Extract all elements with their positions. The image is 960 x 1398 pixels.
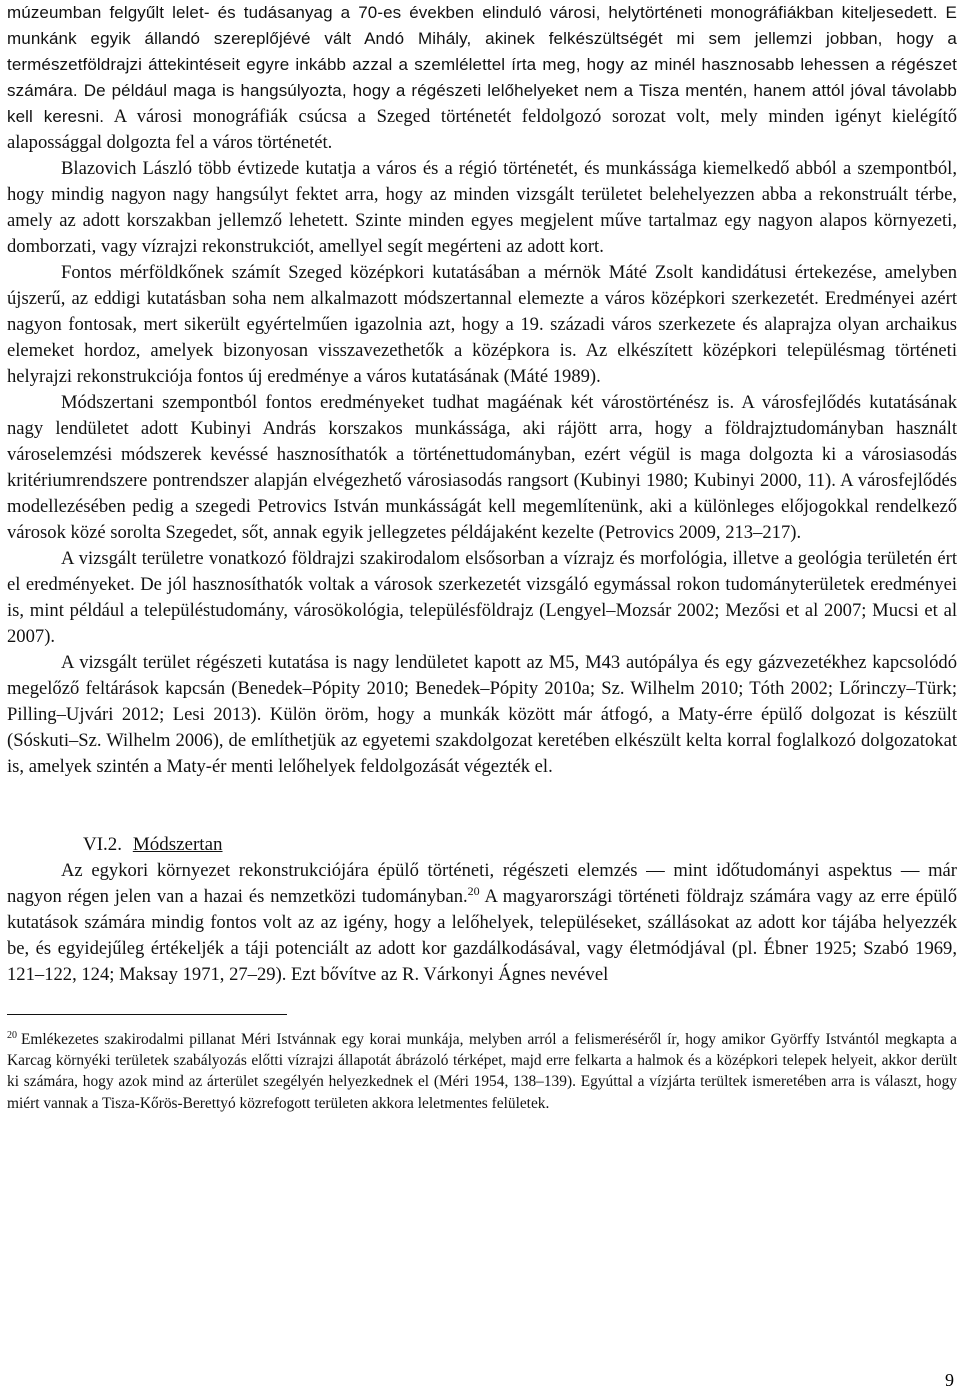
paragraph-1 (7, 0, 957, 156)
footnote (7, 1029, 957, 1114)
paragraph-7 (7, 858, 957, 988)
paragraph-5: A vizsgált területre vonatkozó földrajzi szakirodalom elsősorban a vízrajz és morfológia, illetve a geológia területén ért el eredményeket. De jól hasznosíthatók voltak a városok szerkezetét vizsgáló egymással rokon tudományterületek eredményei is, mint például a településtudomány, városökológia, településföldrajz (Lengyel–Mozsár 2002; Mezősi et al 2007; Mucsi et al 2007). (7, 548, 957, 647)
paragraph-3: Fontos mérföldkőnek számít Szeged középkori kutatásában a mérnök Máté Zsolt kandidátusi értekezése, amelyben újszerű, az eddigi kutatásban soha nem alkalmazott módszertannal elemezte a város középkori szerkezetét. Eredményei azért nagyon fontosak, mert sikerült egyértelműen igazolnia azt, hogy a 19. századi város szerkezete és alaprajza olyan archaikus elemeket hordoz, amelyek bizonyosan visszavezethetők a középkora is. Az elkészített középkori településmag történeti helyrajzi rekonstrukciója fontos új eredménye a város kutatásának (Máté 1989). (7, 262, 957, 387)
paragraph-4: Módszertani szempontból fontos eredményeket tudhat magáénak két várostörténész is. A városfejlődés kutatásának nagy lendületet adott Kubinyi András korszakos munkássága, aki rájött arra, hogy a földrajztudományban használt városelemzési módszerek kevéssé hasznosíthatók a történettudományban, ezért végül is maga dolgozta ki a városiasodás kritériumrendszere pontrendszer alapján elvégezhető városiasodás rangsort (Kubinyi 1980; Kubinyi 2000, 11). A városfejlődés modellezésében pedig a szegedi Petrovics István munkásságát kell megemlítenünk, aki a különleges előjogokkal rendelkező városok közé sorolta Szegedet, sőt, annak egyik jellegzetes példájaként kezelte (Petrovics 2009, 213–217). (7, 392, 957, 543)
paragraph-6: A vizsgált terület régészeti kutatása is nagy lendületet kapott az M5, M43 autópálya és egy gázvezetékhez kapcsolódó megelőző feltárások kapcsán (Benedek–Pópity 2010; Benedek–Pópity 2010a; Sz. Wilhelm 2010; Tóth 2002; Lőrinczy–Türk; Pilling–Ujvári 2012; Lesi 2013). Külön öröm, hogy a munkák között már átfogó, a Maty-érre épülő dolgozat is készült (Sóskuti–Sz. Wilhelm 2006), de említhetjük az egyetemi szakdolgozat keretében elkészült kelta korral foglalkozó dolgozatokat is, amelyek szintén a Maty-ér menti lelőhelyek feldolgozását végezték el. (7, 652, 957, 777)
footnote-divider (7, 1014, 287, 1015)
paragraph-7-text-b: A magyarországi történeti földrajz számára vagy az erre épülő kutatások számára mindig fontos volt az az igény, hogy a lelőhelyek, településeket, szállásokat az adott kor tájába helyezzék be, és egyidejűleg értékeljék a táji potenciált az adott kor gazdálkodásával, vagy életmódjával (pl. Ébner 1925; Szabó 1969, 121–122, 124; Maksay 1971, 27–29). Ezt bővítve az R. Várkonyi Ágnes nevével (7, 886, 958, 985)
footnote-text: Emlékezetes szakirodalmi pillanat Méri Istvánnak egy korai munkája, melyben arról a felismeréséről ír, hogy amikor Györffy Istvántól megkapta a Karcag környéki területek szabályozás előtti vízrajzi állapotát ábrázoló térképet, majd erre felkarta a halmok és a középkori telepek helyeit, akkor derült ki számára, hogy azok mind az árterület szegélyén helyezkednek el (Méri 1954, 138–139). Egyúttal a vízjárta terültek ismeretében arra is választ, hogy miért vannak a Tisza-Kőrös-Berettyó közrefogott területen akkora leletmentes felületek. (7, 1031, 957, 1112)
document-page (7, 0, 957, 1114)
paragraph-7-text-a: Az egykori környezet rekonstrukciójára épülő történeti, régészeti elemzés — mint időtudományi aspektus — már nagyon régen jelen van a hazai és nemzetközi tudományban. (7, 860, 957, 907)
paragraph-1-text-a: múzeumban felgyűlt lelet- és tudásanyag a 70-es években elinduló városi, helytörténeti monográfiákban kiteljesedett. E munkánk egyik állandó szereplőjévé vált Andó Mihály, akinek felkészültségét mi sem jellemzi jobban, hogy a természetföldrajzi áttekintéseit egyre inkább azzal a szemlélettel írta meg, hogy az minél hasznosabb lehessen a régészet számára. (7, 3, 957, 100)
footnote-reference[interactable]: 20 (467, 883, 480, 898)
section-title: Módszertan (132, 834, 223, 855)
footnote-marker: 20 (7, 1029, 17, 1041)
section-number: VI.2. (83, 834, 123, 855)
paragraph-1-text-b: De például maga is hangsúlyozta, hogy a régészeti lelőhelyeket nem a Tisza mentén, hanem attól jóval távolabb kell keresni. (7, 81, 957, 126)
paragraph-1-text-c: A városi monográfiák csúcsa a Szeged történetét feldolgozó sorozat volt, mely minden igényt kielégítő alapossággal dolgozta fel a város történetét. (7, 106, 957, 153)
section-heading (83, 832, 957, 858)
paragraph-2: Blazovich László több évtizede kutatja a város és a régió történetét, és munkássága kiemelkedő abból a szempontból, hogy mindig nagyon nagy hangsúlyt fektet arra, hogy az minden vizsgált területet belehelyezzen abba a rekonstruált térbe, amely az adott korszakban jellemző lehetett. Szinte minden egyes megjelent műve tartalmaz egy nagyon alapos környezeti, domborzati, vagy vízrajzi rekonstrukciót, amellyel segít megérteni az adott kort. (7, 158, 957, 257)
page-number: 9 (945, 1370, 954, 1390)
